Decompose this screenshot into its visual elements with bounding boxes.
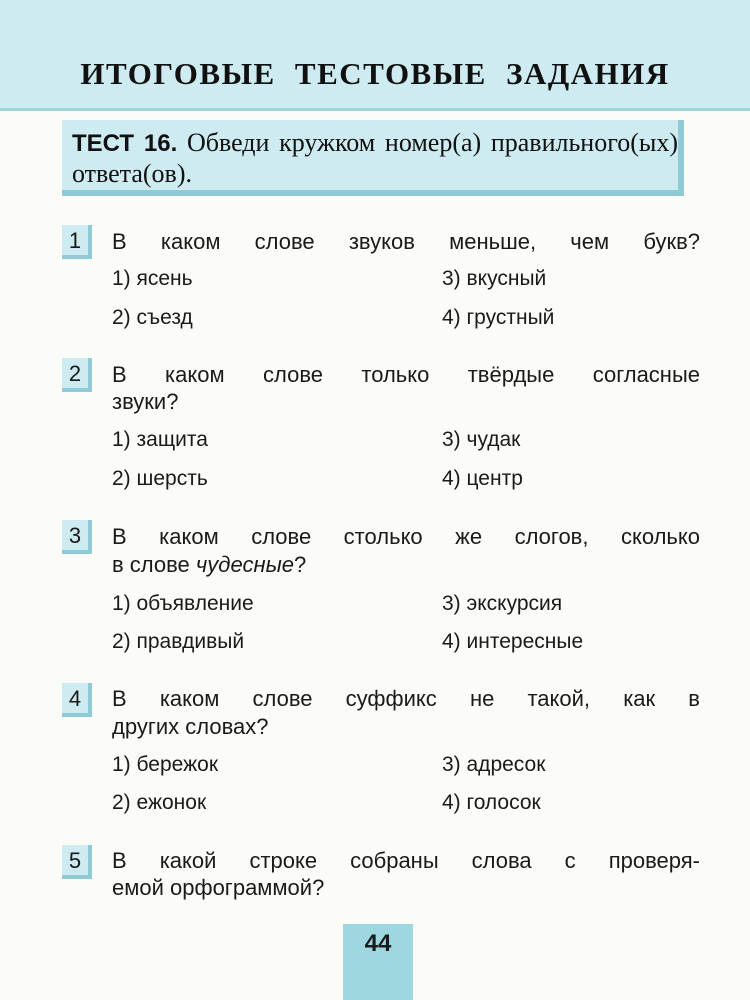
question-4-option-2: 2) ежонок	[112, 791, 207, 814]
question-4-option-1: 1) бережок	[112, 753, 219, 776]
question-3-option-2: 2) правдивый	[112, 630, 245, 653]
question-text-4-line-1: В каком слове суффикс не такой, как в	[112, 686, 700, 711]
question-text-2-line-2: звуки?	[112, 389, 179, 414]
test-label: ТЕСТ 16.	[72, 130, 178, 157]
question-2-option-1: 1) защита	[112, 428, 208, 451]
question-text-3-end: ?	[294, 552, 307, 577]
question-text-5-line-2: емой орфограммой?	[112, 875, 325, 900]
question-1-option-2: 2) съезд	[112, 306, 193, 329]
question-text-3-start: в слове	[112, 552, 196, 577]
question-4-option-3: 3) адресок	[442, 753, 546, 776]
question-text-3-italic-word: чудесные	[195, 552, 294, 577]
question-3-option-3: 3) экскурсия	[442, 592, 563, 615]
header-divider	[0, 108, 750, 111]
question-number-3: 3	[62, 520, 92, 554]
question-text-3-line-2	[112, 550, 700, 579]
question-text-4-line-2: других словах?	[112, 714, 269, 739]
test-instruction-text: Обведи кружком номер(а) правильного(ых) ответа(ов).	[72, 128, 679, 188]
question-2-option-3: 3) чудак	[442, 428, 521, 451]
question-text-1: В каком слове звуков меньше, чем букв?	[112, 229, 700, 254]
question-text-3-line-1: В каком слове столько же слогов, сколько	[112, 524, 700, 549]
question-3-option-1: 1) объявление	[112, 592, 254, 615]
question-1-option-3: 3) вкусный	[442, 267, 547, 290]
question-number-5: 5	[62, 845, 92, 879]
question-text-2-line-1: В каком слове только твёрдые согласные	[112, 362, 700, 387]
page-number: 44	[364, 930, 392, 957]
question-2-option-2: 2) шерсть	[112, 467, 208, 490]
question-4-option-4: 4) голосок	[442, 791, 541, 814]
question-2-option-4: 4) центр	[442, 467, 523, 490]
question-number-4: 4	[62, 683, 92, 717]
question-1-option-4: 4) грустный	[442, 306, 555, 329]
question-number-2: 2	[62, 358, 92, 392]
question-text-5-line-1: В какой строке собраны слова с проверя-	[112, 848, 700, 873]
page-title: ИТОГОВЫЕ ТЕСТОВЫЕ ЗАДАНИЯ	[80, 56, 670, 91]
question-1-option-1: 1) ясень	[112, 267, 193, 290]
test-instruction	[72, 128, 678, 189]
question-number-1: 1	[62, 225, 92, 259]
question-3-option-4: 4) интересные	[442, 630, 584, 653]
